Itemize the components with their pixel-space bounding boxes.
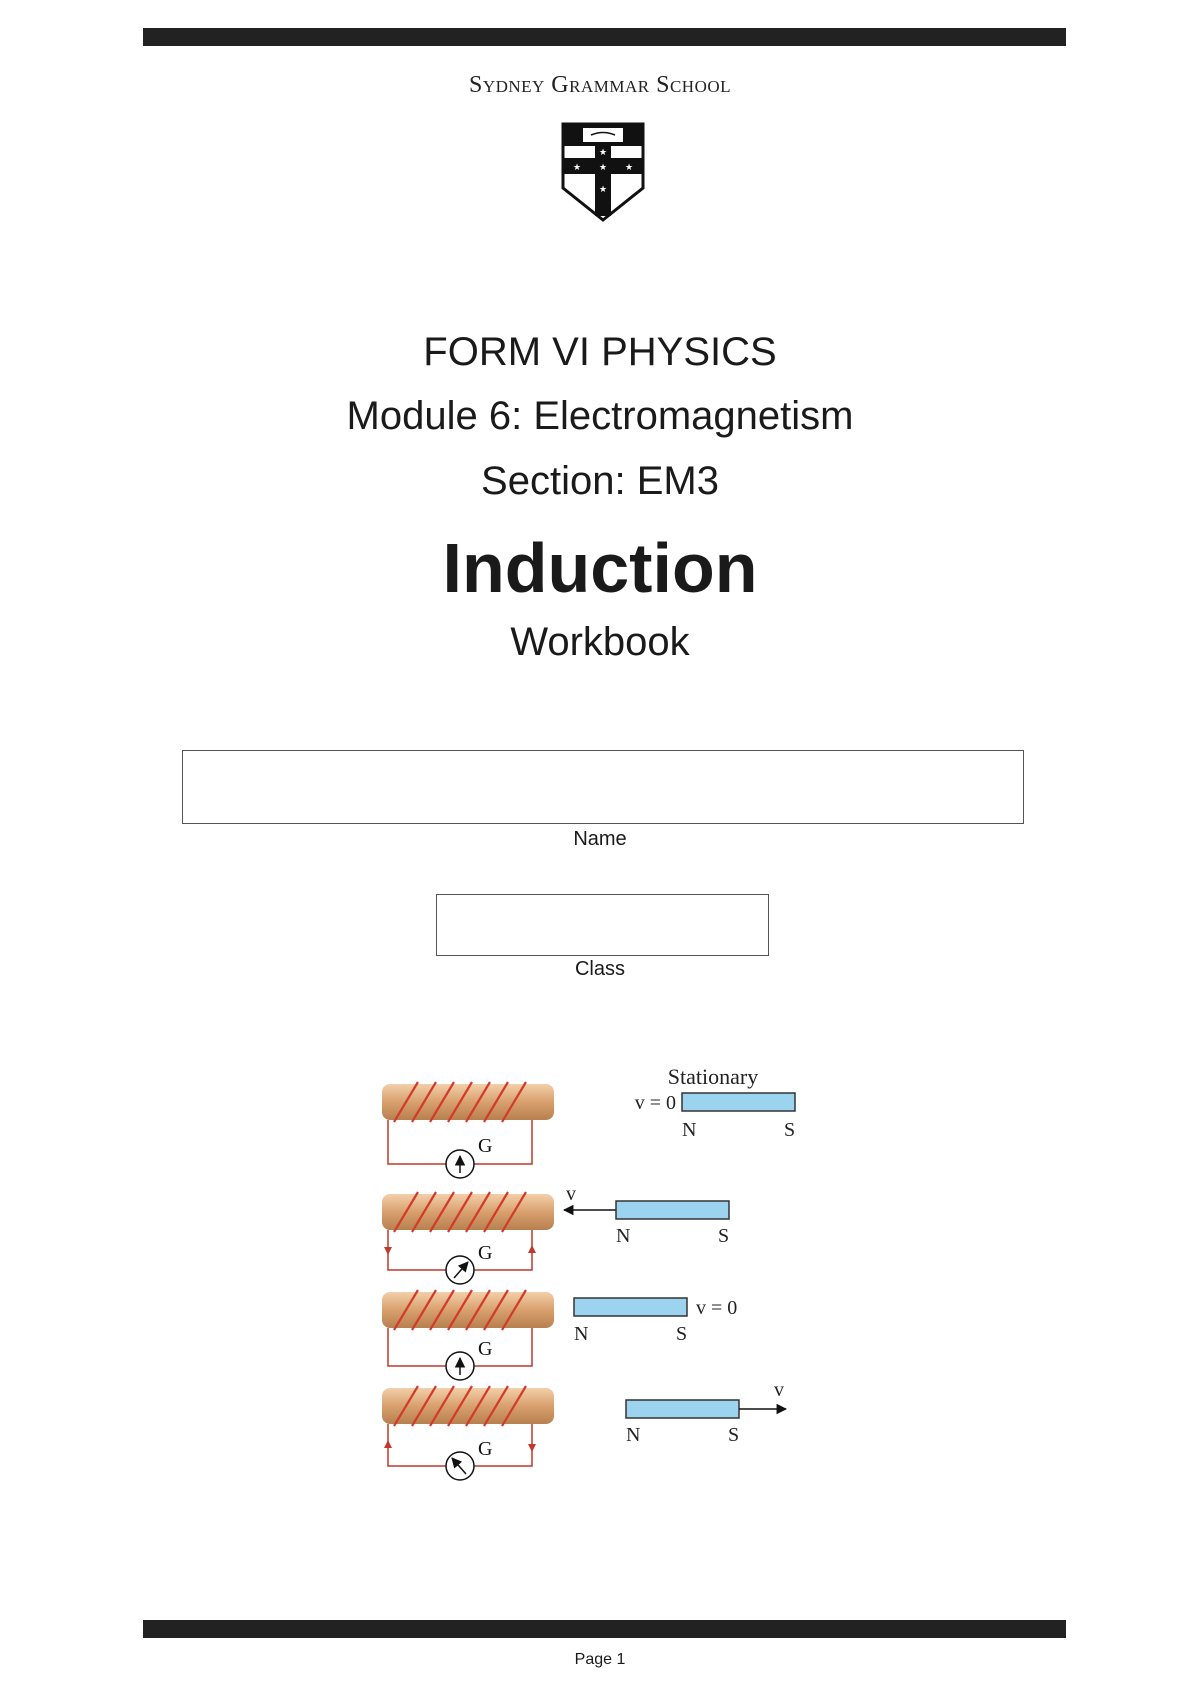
north-pole-label: N: [574, 1323, 589, 1345]
north-pole-label: N: [616, 1225, 631, 1247]
velocity-zero-label: v = 0: [634, 1092, 676, 1114]
galvanometer-icon: [446, 1256, 474, 1284]
school-crest-icon: [561, 122, 645, 222]
course-title: FORM VI PHYSICS: [423, 330, 777, 374]
class-field[interactable]: [436, 894, 769, 956]
velocity-zero-label: v = 0: [696, 1297, 738, 1319]
svg-text:★: ★: [598, 184, 608, 194]
school-name: Sydney Grammar School: [468, 72, 732, 98]
stationary-label: Stationary: [667, 1064, 759, 1089]
south-pole-label: S: [784, 1119, 796, 1141]
south-pole-label: S: [728, 1424, 740, 1446]
galvanometer-label: G: [478, 1338, 493, 1360]
module-title: Module 6: Electromagnetism: [346, 394, 854, 438]
bottom-rule: [143, 1620, 1066, 1638]
svg-text:★: ★: [624, 162, 634, 172]
svg-text:★: ★: [598, 147, 608, 157]
bar-magnet: [682, 1093, 795, 1111]
bar-magnet: [574, 1298, 687, 1316]
north-pole-label: N: [626, 1424, 641, 1446]
bar-magnet: [626, 1400, 739, 1418]
top-rule: [143, 28, 1066, 46]
induction-diagram: [370, 1060, 820, 1500]
galvanometer-icon: [446, 1452, 474, 1480]
galvanometer-label: G: [478, 1438, 493, 1460]
bar-magnet: [616, 1201, 729, 1219]
svg-text:★: ★: [572, 162, 582, 172]
row-stationary: [382, 1064, 795, 1178]
section-title: Section: EM3: [481, 459, 719, 503]
page-number: Page 1: [574, 1651, 626, 1668]
svg-text:★: ★: [598, 162, 608, 172]
galvanometer-label: G: [478, 1135, 493, 1157]
name-field[interactable]: [182, 750, 1024, 824]
name-label: Name: [573, 828, 627, 850]
row-moving-toward: [382, 1183, 729, 1284]
class-label: Class: [574, 958, 625, 980]
south-pole-label: S: [718, 1225, 730, 1247]
velocity-label: v: [566, 1183, 576, 1205]
south-pole-label: S: [676, 1323, 688, 1345]
document-type: Workbook: [510, 620, 690, 664]
galvanometer-label: G: [478, 1242, 493, 1264]
row-stationary-near: [382, 1290, 737, 1380]
topic-title: Induction: [442, 529, 758, 607]
north-pole-label: N: [682, 1119, 697, 1141]
row-moving-away: [382, 1379, 786, 1480]
velocity-label: v: [774, 1379, 784, 1401]
